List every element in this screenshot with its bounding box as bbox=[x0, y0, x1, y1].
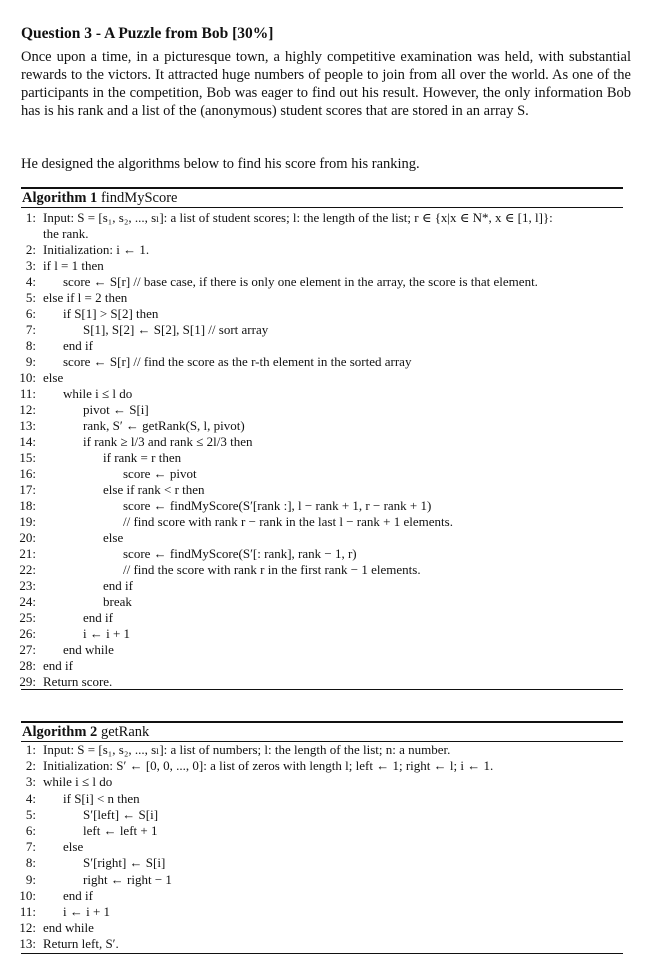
algorithm-line bbox=[0, 274, 640, 290]
line-number: 10: bbox=[19, 370, 36, 385]
algorithm-line bbox=[0, 210, 640, 226]
line-code: rank, S′ ← getRank(S, l, pivot) bbox=[83, 418, 245, 433]
algorithm-line bbox=[0, 530, 640, 546]
algorithm-line bbox=[0, 758, 640, 774]
line-code: end if bbox=[63, 887, 93, 903]
line-number: 21: bbox=[19, 546, 36, 561]
algorithm-line bbox=[0, 322, 640, 338]
algorithm1-title bbox=[22, 190, 177, 207]
question-title: Question 3 - A Puzzle from Bob [30%] bbox=[21, 25, 274, 42]
question-paragraph-intro: Once upon a time, in a picturesque town, a highly competitive examination was held, with substantial rewards to the victors. It attracted huge numbers of people to join from all over the world. As one of the participants in the competition, Bob was eager to find out his result. However, the only information Bob has is his rank and a list of the (anonymous) student scores that are stored in an array S. bbox=[21, 49, 631, 119]
line-code: end if bbox=[63, 338, 93, 353]
line-code: end if bbox=[103, 578, 133, 593]
algorithm-line bbox=[0, 920, 640, 936]
algorithm-line bbox=[0, 226, 640, 242]
line-number: 11: bbox=[19, 904, 36, 919]
algorithm-line bbox=[0, 807, 640, 823]
line-code: else if rank < r then bbox=[103, 482, 205, 497]
line-code: right ← right − 1 bbox=[83, 871, 172, 887]
line-number: 14: bbox=[19, 434, 36, 449]
algorithm-line bbox=[0, 578, 640, 594]
line-code: break bbox=[103, 594, 132, 609]
line-number: 25: bbox=[19, 610, 36, 625]
line-number: 20: bbox=[19, 530, 36, 545]
line-code: end while bbox=[43, 920, 94, 936]
line-number: 8: bbox=[25, 855, 36, 871]
algorithm-line bbox=[0, 418, 640, 434]
line-number: 7: bbox=[25, 839, 36, 855]
algorithm-line bbox=[0, 839, 640, 855]
algorithm-line bbox=[0, 855, 640, 871]
algorithm-line bbox=[0, 546, 640, 562]
line-code: if rank ≥ l/3 and rank ≤ 2l/3 then bbox=[83, 434, 253, 449]
line-number: 15: bbox=[19, 450, 36, 465]
line-number: 12: bbox=[19, 920, 36, 936]
line-code: score ← S[r] // find the score as the r-th element in the sorted array bbox=[63, 354, 412, 369]
algorithm-line bbox=[0, 466, 640, 482]
line-number: 6: bbox=[25, 306, 36, 321]
line-code: else if l = 2 then bbox=[43, 290, 128, 305]
line-code: i ← i + 1 bbox=[83, 626, 131, 641]
line-code: score ← findMyScore(S′[: rank], rank − 1, r) bbox=[123, 546, 357, 561]
line-code: the rank. bbox=[43, 226, 89, 241]
algorithm-line bbox=[0, 338, 640, 354]
algorithm-line bbox=[0, 658, 640, 674]
line-code: i ← i + 1 bbox=[63, 904, 111, 919]
line-code: Initialization: i ← 1. bbox=[43, 242, 150, 257]
algorithm-line bbox=[0, 370, 640, 386]
algorithm-line bbox=[0, 258, 640, 274]
line-code: else bbox=[103, 530, 124, 545]
line-number: 8: bbox=[25, 338, 36, 353]
line-number: 9: bbox=[25, 871, 36, 887]
line-code: pivot ← S[i] bbox=[83, 402, 149, 417]
line-code: score ← S[r] // base case, if there is only one element in the array, the score is that element. bbox=[63, 274, 538, 289]
line-code: Initialization: S′ ← [0, 0, ..., 0]: a list of zeros with length l; left ← 1; right ← l; i ← 1. bbox=[43, 758, 494, 774]
line-code: else bbox=[63, 839, 84, 855]
algorithm-line bbox=[0, 791, 640, 807]
algorithm2-title bbox=[22, 724, 149, 741]
line-code: score ← findMyScore(S′[rank :], l − rank + 1, r − rank + 1) bbox=[123, 498, 432, 513]
line-number: 27: bbox=[19, 642, 36, 657]
line-code: // find score with rank r − rank in the last l − rank + 1 elements. bbox=[123, 514, 453, 529]
algorithm-line bbox=[0, 642, 640, 658]
line-number: 29: bbox=[19, 674, 36, 689]
algorithm-line bbox=[0, 594, 640, 610]
algorithm2-name: getRank bbox=[100, 724, 150, 740]
algorithm-line bbox=[0, 386, 640, 402]
algorithm2-label: Algorithm 2 bbox=[22, 724, 98, 740]
algorithm-line bbox=[0, 450, 640, 466]
algorithm2-top-rule bbox=[21, 721, 623, 723]
algorithm1-label: Algorithm 1 bbox=[22, 190, 98, 206]
line-number: 28: bbox=[19, 658, 36, 673]
algorithm-line bbox=[0, 888, 640, 904]
algorithm-line bbox=[0, 562, 640, 578]
algorithm-line bbox=[0, 774, 640, 790]
algorithm-line bbox=[0, 514, 640, 530]
line-code: Input: S = [s₁, s₂, ..., sₗ]: a list of student scores; l: the length of the list; r ∈ {x|x ∈ N*, x ∈ [1, l]}: bbox=[43, 210, 553, 225]
line-number: 4: bbox=[25, 790, 36, 806]
algorithm1-body bbox=[0, 210, 661, 690]
line-number: 23: bbox=[19, 578, 36, 593]
line-number: 19: bbox=[19, 514, 36, 529]
algorithm-line bbox=[0, 402, 640, 418]
line-number: 3: bbox=[25, 258, 36, 273]
line-number: 13: bbox=[19, 936, 36, 952]
algorithm-line bbox=[0, 354, 640, 370]
algorithm-line bbox=[0, 872, 640, 888]
line-number: 1: bbox=[25, 210, 36, 225]
line-code: S[1], S[2] ← S[2], S[1] // sort array bbox=[83, 322, 269, 337]
line-number: 12: bbox=[19, 402, 36, 417]
algorithm-line bbox=[0, 626, 640, 642]
line-code: if S[1] > S[2] then bbox=[63, 306, 159, 321]
line-number: 1: bbox=[25, 742, 36, 757]
line-number: 2: bbox=[25, 242, 36, 257]
line-code: S′[right] ← S[i] bbox=[83, 855, 166, 871]
line-code: end if bbox=[83, 610, 113, 625]
line-code: if l = 1 then bbox=[43, 258, 104, 273]
algorithm1-top-rule bbox=[21, 187, 623, 189]
line-number: 4: bbox=[25, 274, 36, 289]
line-number: 11: bbox=[19, 386, 36, 401]
algorithm-line bbox=[0, 823, 640, 839]
algorithm-line bbox=[0, 498, 640, 514]
algorithm-line bbox=[0, 936, 640, 952]
algorithm2-body bbox=[0, 742, 661, 954]
line-number: 13: bbox=[19, 418, 36, 433]
line-code: S′[left] ← S[i] bbox=[83, 806, 159, 822]
line-code: Return left, S′. bbox=[43, 936, 119, 952]
algorithm-line bbox=[0, 610, 640, 626]
algorithm-line bbox=[0, 742, 640, 758]
line-number: 18: bbox=[19, 498, 36, 513]
line-code: while i ≤ l do bbox=[43, 774, 113, 790]
algorithm-line bbox=[0, 290, 640, 306]
line-code: else bbox=[43, 370, 64, 385]
line-code: Input: S = [s₁, s₂, ..., sₗ]: a list of numbers; l: the length of the list; n: a number. bbox=[43, 742, 451, 757]
line-number: 17: bbox=[19, 482, 36, 497]
algorithm1-title-rule bbox=[21, 207, 623, 208]
line-code: end if bbox=[43, 658, 73, 673]
line-code: if rank = r then bbox=[103, 450, 182, 465]
line-number: 22: bbox=[19, 562, 36, 577]
line-number: 24: bbox=[19, 594, 36, 609]
line-code: Return score. bbox=[43, 674, 113, 689]
line-number: 10: bbox=[19, 887, 36, 903]
algorithm-line bbox=[0, 434, 640, 450]
algorithm1-bottom-rule bbox=[21, 689, 623, 690]
line-number: 5: bbox=[25, 806, 36, 822]
algorithm-line bbox=[0, 306, 640, 322]
line-number: 7: bbox=[25, 322, 36, 337]
line-code: // find the score with rank r in the first rank − 1 elements. bbox=[123, 562, 421, 577]
line-number: 16: bbox=[19, 466, 36, 481]
line-code: left ← left + 1 bbox=[83, 823, 158, 838]
line-code: score ← pivot bbox=[123, 466, 197, 481]
line-number: 2: bbox=[25, 758, 36, 774]
algorithm1-name: findMyScore bbox=[100, 190, 178, 206]
line-code: if S[i] < n then bbox=[63, 790, 140, 806]
line-number: 5: bbox=[25, 290, 36, 305]
line-code: while i ≤ l do bbox=[63, 386, 133, 401]
algorithm-line bbox=[0, 674, 640, 690]
line-code: end while bbox=[63, 642, 114, 657]
line-number: 26: bbox=[19, 626, 36, 641]
algorithm2-bottom-rule bbox=[21, 953, 623, 954]
line-number: 3: bbox=[25, 774, 36, 790]
line-number: 6: bbox=[25, 823, 36, 838]
line-number: 9: bbox=[25, 354, 36, 369]
algorithm-line bbox=[0, 242, 640, 258]
algorithm-line bbox=[0, 904, 640, 920]
question-paragraph-design: He designed the algorithms below to find his score from his ranking. bbox=[21, 156, 420, 172]
algorithm-line bbox=[0, 482, 640, 498]
